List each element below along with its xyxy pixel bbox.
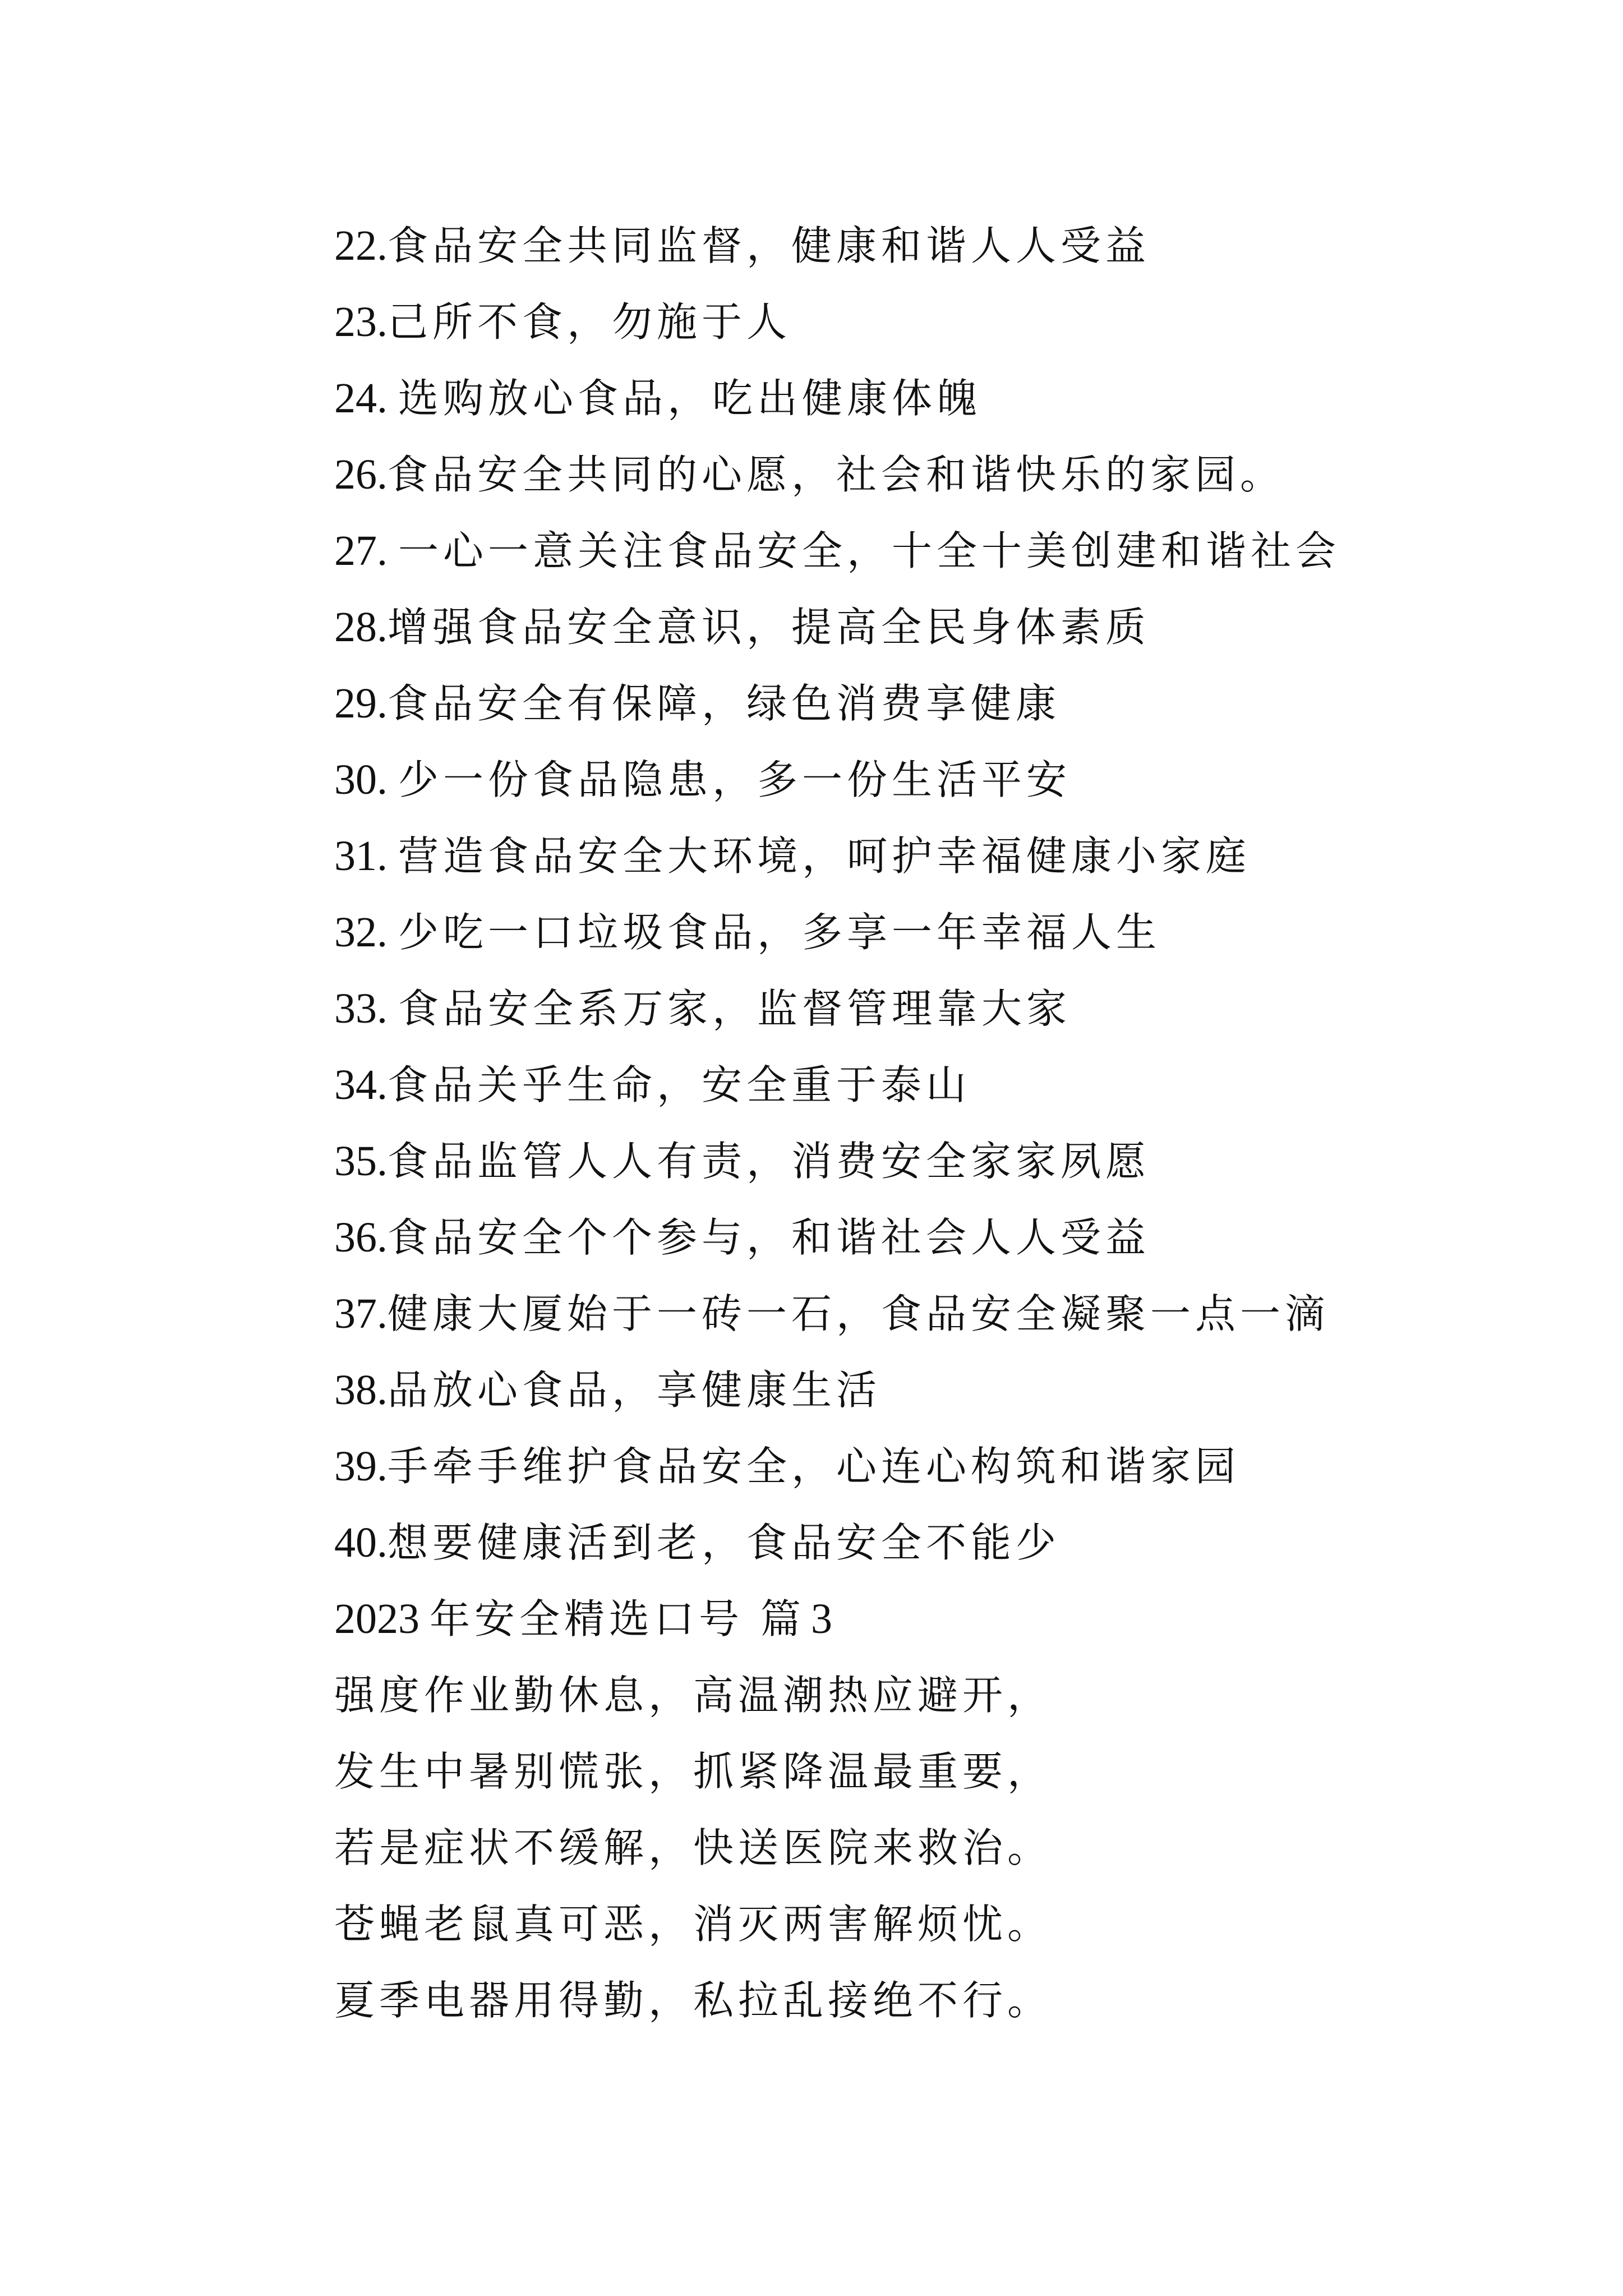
verse-text: 发生中暑别慌张，抓紧降温最重要， [334,1748,1053,1795]
item-number: 29. [334,680,388,727]
verse-line [334,1886,1456,1962]
verse-text: 若是症状不缓解，快送医院来救治。 [334,1824,1053,1871]
slogan-text: 手牵手维护食品安全，心连心构筑和谐家园 [388,1443,1241,1490]
slogan-text: 食品关乎生命，安全重于泰山 [388,1061,971,1108]
slogan-text: 营造食品安全大环境，呵护幸福健康小家庭 [398,832,1251,880]
slogan-line-28 [334,589,1456,665]
slogan-line-39 [334,1428,1456,1504]
slogan-text: 健康大厦始于一砖一石，食品安全凝聚一点一滴 [388,1290,1330,1337]
heading-title: 年安全精选口号 [430,1595,744,1642]
slogan-text: 食品安全共同监督，健康和谐人人受益 [388,222,1151,269]
slogan-line-40 [334,1504,1456,1581]
slogan-line-23 [334,284,1456,360]
item-number: 31. [334,832,398,880]
verse-text: 夏季电器用得勤，私拉乱接绝不行。 [334,1977,1053,2024]
item-number: 22. [334,222,388,269]
item-number: 38. [334,1366,388,1414]
slogan-text: 食品安全系万家，监督管理靠大家 [398,985,1072,1032]
slogan-text: 少吃一口垃圾食品，多享一年幸福人生 [398,909,1161,956]
heading-year: 2023 [334,1595,419,1642]
slogan-text: 己所不食，勿施于人 [388,298,792,346]
item-number: 33. [334,985,398,1032]
item-number: 35. [334,1138,388,1185]
slogan-line-32 [334,894,1456,970]
slogan-line-38 [334,1352,1456,1428]
slogan-text: 食品安全个个参与，和谐社会人人受益 [388,1214,1151,1261]
slogan-text: 选购放心食品，吃出健康体魄 [398,375,982,422]
item-number: 26. [334,451,388,498]
item-number: 23. [334,298,388,346]
heading-part-number: 3 [811,1595,833,1642]
slogan-line-24 [334,360,1456,436]
verse-text: 苍蝇老鼠真可恶，消灭两害解烦忧。 [334,1901,1053,1948]
slogan-text: 食品安全共同的心愿，社会和谐快乐的家园。 [388,451,1285,498]
slogan-text: 少一份食品隐患，多一份生活平安 [398,756,1072,803]
verse-line [334,1657,1456,1733]
slogan-text: 想要健康活到老，食品安全不能少 [388,1519,1061,1566]
section-heading [334,1581,1456,1657]
slogan-text: 食品安全有保障，绿色消费享健康 [388,680,1061,727]
slogan-line-22 [334,208,1456,284]
slogan-text: 增强食品安全意识，提高全民身体素质 [388,604,1151,651]
item-number: 28. [334,604,388,651]
slogan-line-31 [334,818,1456,894]
item-number: 30. [334,756,398,803]
document-body [334,208,1456,2039]
item-number: 24. [334,375,398,422]
item-number: 34. [334,1061,388,1108]
slogan-line-27 [334,513,1456,589]
verse-text: 强度作业勤休息，高温潮热应避开， [334,1672,1053,1719]
slogan-text: 一心一意关注食品安全，十全十美创建和谐社会 [398,527,1341,574]
slogan-line-30 [334,742,1456,818]
item-number: 39. [334,1443,388,1490]
slogan-line-37 [334,1276,1456,1352]
slogan-text: 食品监管人人有责，消费安全家家夙愿 [388,1138,1151,1185]
slogan-line-35 [334,1123,1456,1199]
slogan-text: 品放心食品，享健康生活 [388,1366,882,1414]
slogan-line-34 [334,1047,1456,1123]
item-number: 27. [334,527,398,574]
slogan-line-33 [334,970,1456,1047]
item-number: 40. [334,1519,388,1566]
slogan-line-36 [334,1199,1456,1276]
item-number: 37. [334,1290,388,1337]
verse-line [334,1733,1456,1810]
verse-line [334,1962,1456,2039]
item-number: 32. [334,909,398,956]
heading-part-label: 篇 [760,1595,806,1642]
verse-line [334,1810,1456,1886]
item-number: 36. [334,1214,388,1261]
slogan-line-29 [334,665,1456,742]
slogan-line-26 [334,436,1456,513]
